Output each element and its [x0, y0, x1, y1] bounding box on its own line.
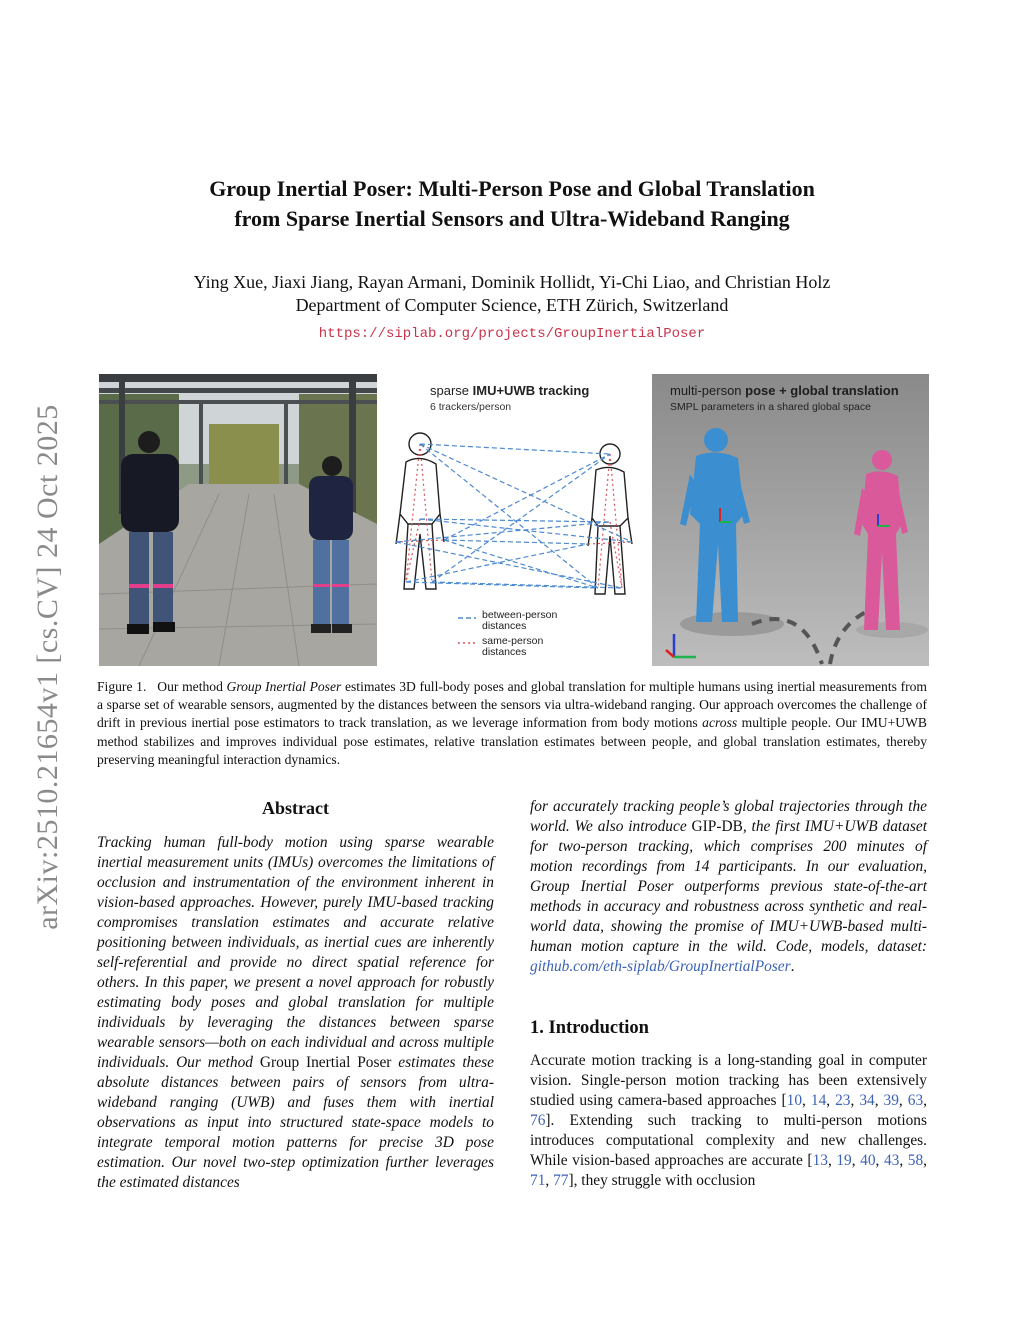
abstract-body: [97, 833, 494, 1193]
render-title-prefix: multi-person: [670, 383, 746, 398]
arxiv-identifier-text: arXiv:2510.21654v1 [cs.CV] 24 Oct 2025: [31, 404, 64, 930]
caption-emphasis-across: across: [702, 715, 738, 731]
citation-link[interactable]: 63: [907, 1092, 924, 1109]
diagram-title-bold: IMU+UWB tracking: [472, 383, 590, 398]
caption-text-1: Our method: [157, 679, 227, 694]
render-title-bold: pose + global translation: [745, 383, 899, 398]
arxiv-identifier-stamp: [28, 372, 68, 962]
paper-title-line-2: from Sparse Inertial Sensors and Ultra-Wideband Ranging: [234, 206, 790, 231]
introduction-body: [530, 1051, 927, 1191]
citation-link[interactable]: 58: [907, 1152, 924, 1169]
citation-link[interactable]: 19: [836, 1152, 852, 1169]
caption-text-2: estimates 3D full-body poses and global translation for multiple humans using inertial measurements from a sparse set of wearable sensors, augmented by the distances between the sensors via ultra-wideband ranging. Our approach overcomes the challenge of drift in previous inertial pose estimators to track translation, as we leverage information from body motions: [97, 679, 927, 731]
render-title: [670, 383, 899, 398]
diagram-subtitle: 6 trackers/person: [430, 401, 512, 413]
legend-same-line1: same-person: [482, 635, 544, 647]
citation-link[interactable]: 40: [860, 1152, 876, 1169]
citation-link[interactable]: 43: [883, 1152, 900, 1169]
citation-link[interactable]: 13: [812, 1152, 828, 1169]
citation-link[interactable]: 77: [553, 1172, 569, 1189]
legend-between-line2: distances: [482, 620, 527, 632]
paper-title: [120, 174, 904, 234]
citation-link[interactable]: 14: [810, 1092, 827, 1109]
right-column: [530, 797, 927, 1191]
legend-same-line2: distances: [482, 646, 527, 658]
project-url-link[interactable]: https://siplab.org/projects/GroupInertialPoser: [318, 326, 706, 342]
abstract-part-3: , the first IMU+UWB dataset for two-person tracking, which comprises 200 minutes of motion recordings from 14 participants. In our evaluation, Group Inertial Poser outperforms previous state-of-the-art methods in accuracy and robustness across synthetic and real-world data, showing the promise of IMU+UWB-based multi-human motion capture in the wild. Code, models, dataset:: [530, 818, 927, 955]
line-drawing-person-right: [588, 444, 632, 594]
author-list: Ying Xue, Jiaxi Jiang, Rayan Armani, Dominik Hollidt, Yi-Chi Liao, and Christian Holz: [193, 272, 831, 292]
code-dataset-link[interactable]: github.com/eth-siplab/GroupInertialPoser: [530, 958, 791, 975]
legend-between-line1: between-person: [482, 609, 558, 621]
abstract-dataset-name: GIP-DB: [691, 818, 743, 835]
intro-citations-b: 13, 19, 40, 43, 58, 71, 77: [530, 1152, 927, 1189]
figure-render-avatars: [652, 374, 929, 666]
abstract-continuation: [530, 797, 927, 977]
intro-part-1: Accurate motion tracking is a long-standing goal in computer vision. Single-person motion tracking has been extensively studied using camera-based approaches [: [530, 1052, 927, 1109]
citation-link[interactable]: 10: [786, 1092, 803, 1109]
intro-part-3: ], they struggle with occlusion: [568, 1172, 756, 1189]
citation-link[interactable]: 39: [883, 1092, 899, 1109]
introduction-heading: 1. Introduction: [530, 1018, 649, 1038]
figure-photo-two-people: [99, 374, 377, 666]
citation-link[interactable]: 23: [835, 1092, 851, 1109]
legend-same-label: [482, 636, 543, 658]
abstract-method-name: Group Inertial Poser: [259, 1054, 392, 1071]
abstract-part-2: estimates these absolute distances between pairs of sensors from ultra-wideband ranging (UWB) and fuses them with inertial observations as input into structured state-space models to integrate temporal motion patterns for precise 3D pose estimation. Our novel two-step optimization further leverages the estimated distances: [97, 1054, 494, 1191]
line-drawing-person-left: [396, 433, 444, 589]
figure-sensor-diagram: [392, 374, 640, 666]
abstract-final-period: .: [790, 958, 795, 975]
figure-caption: [97, 678, 927, 769]
caption-method-name: Group Inertial Poser: [226, 679, 342, 694]
abstract-part-1: Tracking human full-body motion using sparse wearable inertial measurement units (IMUs) overcomes the limitations of occlusion and instrumentation of the environment inherent in vision-based approaches. However, purely IMU-based tracking compromises translation estimates and accurate relative positioning between individuals, as inertial cues are inherently self-referential and provide no direct spatial reference for others. In this paper, we present a novel approach for robustly estimating body poses and global translation for multiple individuals by leveraging the distances between sparse wearable sensors—both on each individual and across multiple individuals. Our method: [97, 834, 494, 1071]
caption-text-3: multiple people. Our IMU+UWB method stabilizes and improves individual pose estimates, relative translation estimates between people, and global translation estimates, thereby preserving meaningful interaction dynamics.: [97, 715, 927, 767]
diagram-title-prefix: sparse: [430, 383, 473, 398]
intro-part-2: ]. Extending such tracking to multi-person motions introduces computational complexity and new challenges. While vision-based approaches are accurate [: [530, 1112, 927, 1169]
abstract-part-2-continued: for accurately tracking people’s global trajectories through the world. We also introduce: [530, 798, 927, 835]
caption-label: Figure 1.: [97, 679, 147, 694]
abstract-section: [97, 797, 494, 1193]
legend-between-label: [482, 610, 557, 632]
citation-link[interactable]: 71: [530, 1172, 546, 1189]
citation-link[interactable]: 34: [859, 1092, 875, 1109]
render-subtitle: SMPL parameters in a shared global space: [670, 401, 871, 413]
abstract-heading: Abstract: [262, 798, 329, 818]
citation-link[interactable]: 76: [530, 1112, 546, 1129]
paper-title-line-1: Group Inertial Poser: Multi-Person Pose and Global Translation: [209, 176, 815, 201]
intro-citations-a: 10, 14, 23, 34, 39, 63, 76: [530, 1092, 927, 1129]
affiliation: Department of Computer Science, ETH Zürich, Switzerland: [295, 295, 729, 315]
